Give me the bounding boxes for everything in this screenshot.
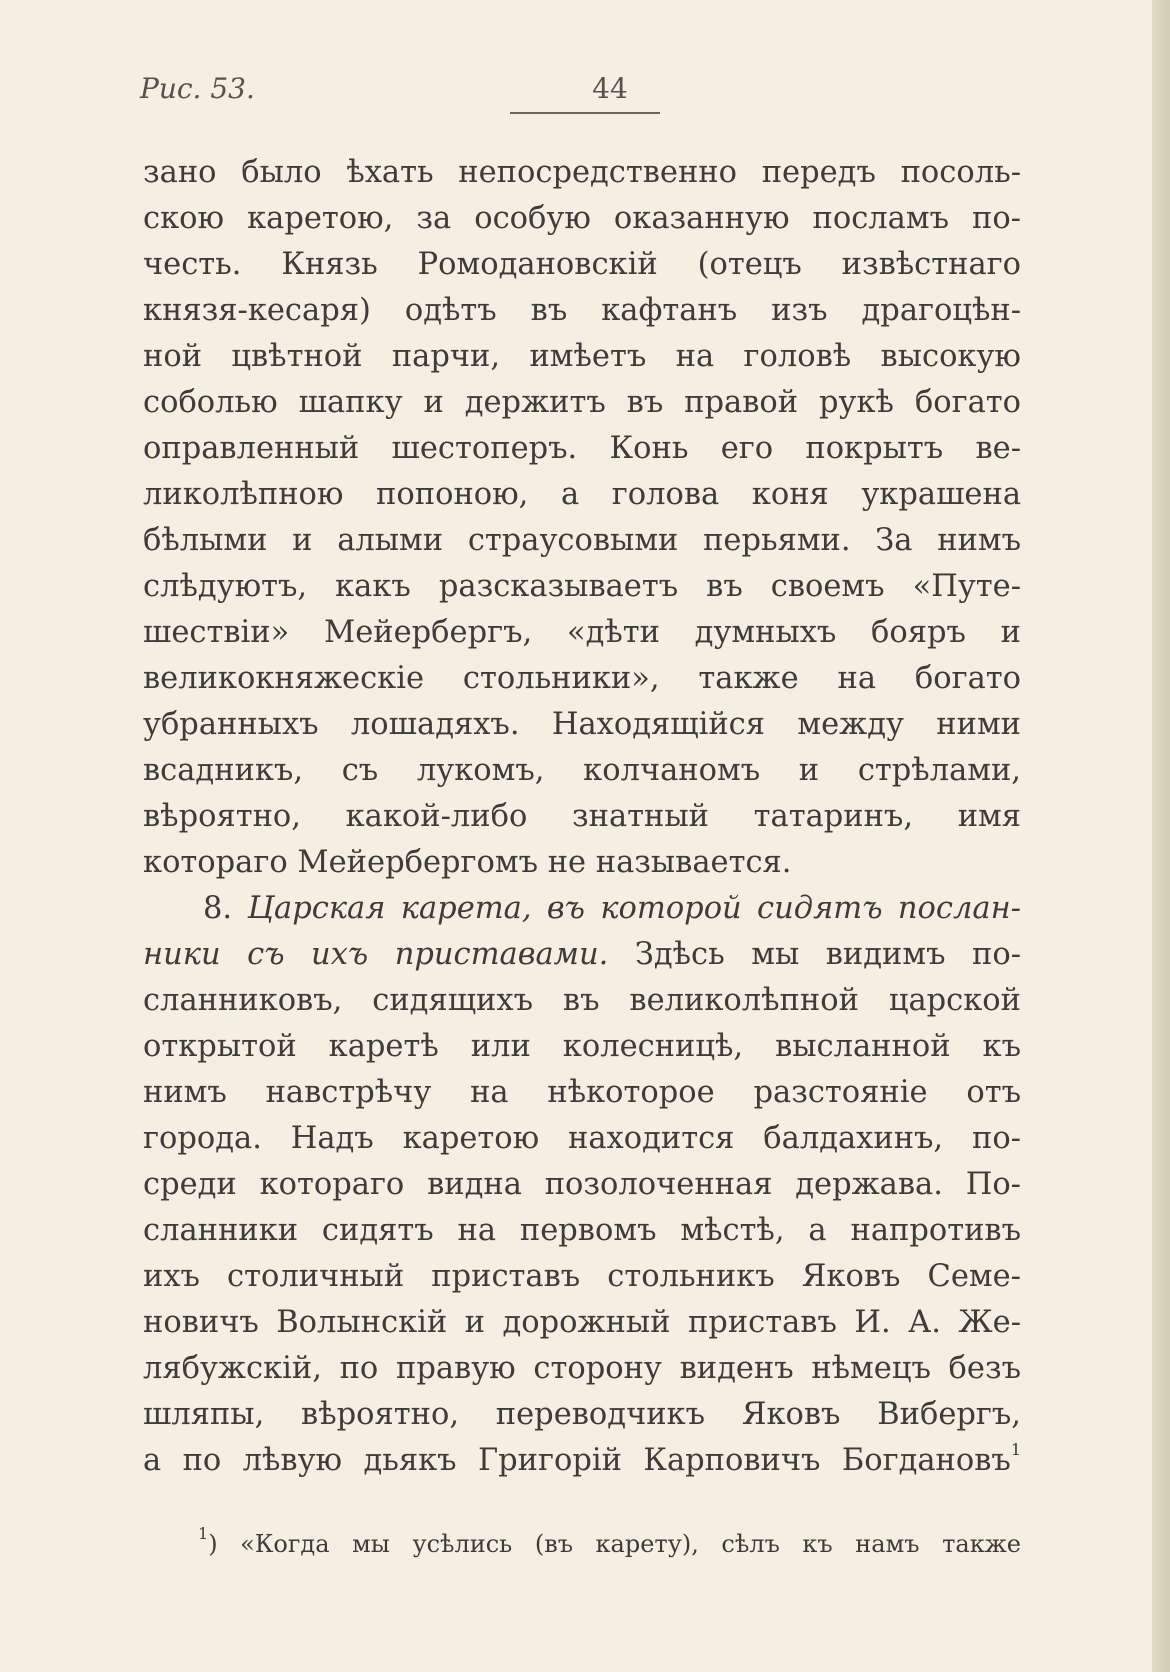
- text-line: нимъ навстрѣчу на нѣкоторое разстояніе отъ: [143, 1075, 1021, 1110]
- text-line: ной цвѣтной парчи, имѣетъ на головѣ высокую: [143, 339, 1021, 374]
- paragraph-2-second-line: [143, 932, 1021, 978]
- figure-reference: Рис. 53.: [140, 72, 255, 105]
- item-title-cont: ники съ ихъ приставами.: [143, 937, 609, 972]
- footnote-reference[interactable]: 1: [1010, 1439, 1021, 1459]
- text-line: оправленный шестоперъ. Конь его покрытъ ве-: [143, 431, 1021, 466]
- text-line: честь. Князь Ромодановскій (отецъ извѣстнаго: [143, 247, 1021, 282]
- text-line: соболью шапку и держитъ въ правой рукѣ богато: [143, 385, 1021, 420]
- text-line: всадникъ, съ лукомъ, колчаномъ и стрѣлами,: [143, 753, 1021, 788]
- page-header: [140, 70, 1020, 120]
- footnote-text: ) «Когда мы усѣлись (въ карету), сѣлъ къ намъ также: [208, 1530, 1021, 1558]
- page-edge: [1152, 0, 1170, 1672]
- text-line: открытой каретѣ или колесницѣ, высланной къ: [143, 1029, 1021, 1064]
- text-fragment: Здѣсь мы видимъ по-: [608, 937, 1021, 972]
- text-line: ихъ столичный приставъ стольникъ Яковъ Семе-: [143, 1259, 1021, 1294]
- text-line: ликолѣпною попоною, а голова коня украшена: [143, 477, 1021, 512]
- text-line: скою каретою, за особую оказанную посламъ по-: [143, 201, 1021, 236]
- text-line: великокняжескіе стольники», также на богато: [143, 661, 1021, 696]
- text-line: котораго Мейербергомъ не называется.: [143, 845, 792, 880]
- body-text: [143, 150, 1021, 1484]
- text-line: новичъ Волынскій и дорожный приставъ И. А. Же-: [143, 1305, 1021, 1340]
- text-line: вѣроятно, какой-либо знатный татаринъ, имя: [143, 799, 1021, 834]
- footnote: [198, 1524, 1021, 1561]
- text-line: убранныхъ лошадяхъ. Находящійся между ними: [143, 707, 1021, 742]
- item-number: 8.: [203, 891, 233, 926]
- text-line: города. Надъ каретою находится балдахинъ, по-: [143, 1121, 1021, 1156]
- text-line: бѣлыми и алыми страусовыми перьями. За нимъ: [143, 523, 1021, 558]
- text-line: сланники сидятъ на первомъ мѣстѣ, а напротивъ: [143, 1213, 1021, 1248]
- header-rule: [510, 112, 660, 114]
- page-number: 44: [592, 72, 628, 105]
- text-line: сланниковъ, сидящихъ въ великолѣпной царской: [143, 983, 1021, 1018]
- text-line: зано было ѣхать непосредственно передъ посоль-: [143, 155, 1021, 190]
- text-line: шляпы, вѣроятно, переводчикъ Яковъ Вибергъ,: [143, 1397, 1021, 1432]
- last-text-line: [143, 1438, 1021, 1484]
- item-title: Царская карета, въ которой сидятъ послан-: [247, 891, 1021, 926]
- text-line: шествіи» Мейербергъ, «дѣти думныхъ бояръ и: [143, 615, 1021, 650]
- paragraph-2: [143, 886, 1021, 1484]
- text-line: среди котораго видна позолоченная держава. По-: [143, 1167, 1021, 1202]
- footnote-marker: 1: [198, 1524, 209, 1543]
- paragraph-2-first-line: [143, 886, 1021, 932]
- text-line: лябужскій, по правую сторону виденъ нѣмецъ безъ: [143, 1351, 1021, 1386]
- text-line: слѣдуютъ, какъ разсказываетъ въ своемъ «Путе-: [143, 569, 1021, 604]
- text-line: князя-кесаря) одѣтъ въ кафтанъ изъ драгоцѣн-: [143, 293, 1021, 328]
- text-fragment: а по лѣвую дьякъ Григорій Карповичъ Богдановъ: [143, 1443, 1011, 1478]
- paragraph-1: [143, 150, 1021, 886]
